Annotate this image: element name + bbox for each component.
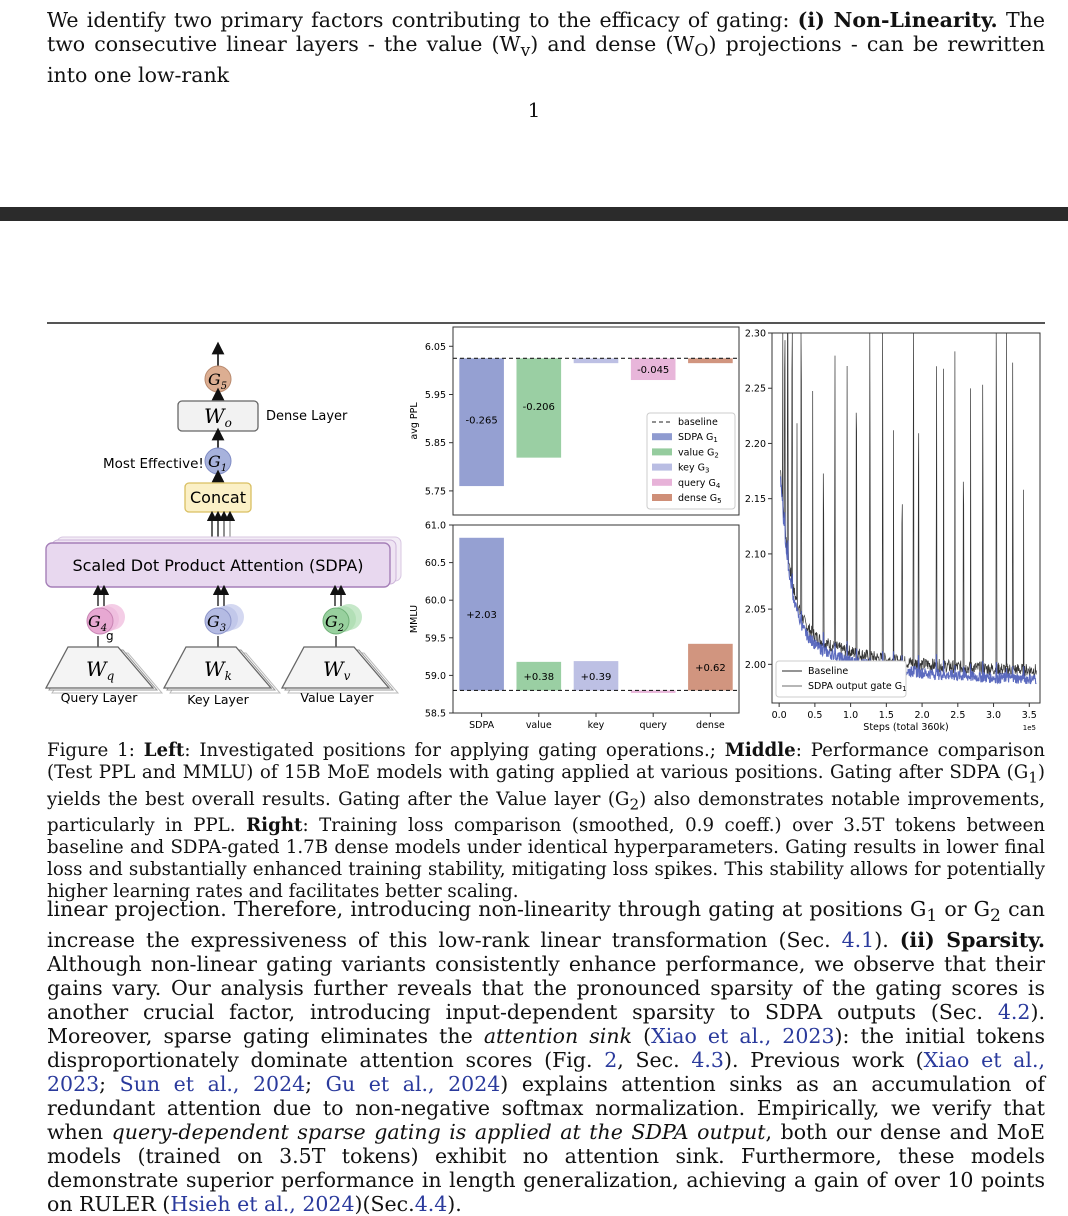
y-tick-label: 5.85 bbox=[424, 438, 446, 450]
y-tick-label: 60.5 bbox=[424, 558, 446, 570]
y-tick-label: 59.5 bbox=[424, 633, 446, 645]
caption-text: : Performance comparison (Test PPL and MMLU) of 15B MoE models with gating applied at various positions. Gating after SDPA (G bbox=[47, 740, 1046, 783]
subscript: 1 bbox=[926, 906, 938, 927]
bar-key bbox=[574, 358, 619, 363]
italic-term: attention sink bbox=[483, 1024, 632, 1049]
legend-swatch bbox=[652, 448, 672, 455]
citation-link[interactable]: Xiao et al., 2023 bbox=[47, 1048, 1045, 1097]
body-text: ). Previous work ( bbox=[723, 1048, 924, 1073]
caption-left-label: Left bbox=[143, 740, 185, 761]
bar-dense bbox=[688, 358, 733, 363]
y-tick-label: 2.20 bbox=[744, 438, 766, 450]
concat-label: Concat bbox=[190, 488, 246, 507]
dense-layer-label: Dense Layer bbox=[266, 409, 348, 424]
wv-label: $W_v$ bbox=[323, 657, 351, 683]
body-text: ; bbox=[305, 1072, 326, 1097]
body-text: ): the initial tokens disproportionately dominate attention scores (Fig. bbox=[47, 1024, 1046, 1073]
y-tick-label: 5.95 bbox=[424, 389, 446, 401]
data-label: +0.39 bbox=[580, 671, 612, 683]
wo-label: $W_o$ bbox=[204, 404, 232, 430]
legend-swatch bbox=[652, 494, 672, 501]
x-tick-label: 0.0 bbox=[771, 710, 787, 721]
body-text: ( bbox=[632, 1024, 652, 1049]
intro-text: ) and dense (W bbox=[530, 32, 695, 56]
section-link[interactable]: 4.3 bbox=[691, 1048, 724, 1073]
page-number: 1 bbox=[527, 98, 541, 122]
legend-swatch bbox=[652, 479, 672, 486]
x-tick-label: 2.5 bbox=[950, 710, 966, 721]
y-tick-label: 2.25 bbox=[744, 383, 766, 395]
g-small-label: g bbox=[106, 629, 114, 643]
middle-bar-charts bbox=[405, 325, 745, 735]
y-tick-label: 59.0 bbox=[424, 670, 446, 682]
data-label: +2.03 bbox=[466, 610, 497, 622]
legend-label: SDPA output gate $G_1$ bbox=[808, 681, 907, 693]
figure-label: Figure 1: bbox=[47, 740, 135, 761]
x-tick-label: SDPA bbox=[469, 720, 495, 731]
citation-link[interactable]: Gu et al., 2024 bbox=[325, 1072, 501, 1097]
y-tick-label: 2.10 bbox=[744, 549, 766, 561]
data-label: -0.265 bbox=[465, 415, 498, 427]
g1-label: $G_1$ bbox=[208, 452, 228, 474]
intro-paragraph bbox=[47, 8, 1045, 87]
sdpa-label: Scaled Dot Product Attention (SDPA) bbox=[72, 556, 364, 575]
body-text: linear projection. Therefore, introducing non-linearity through gating at positions G bbox=[47, 897, 927, 921]
x-axis-label: Steps (total 360k) bbox=[863, 722, 949, 733]
y-tick-label: 2.05 bbox=[744, 604, 766, 616]
caption-text: ) yields the best overall results. Gating after the Value layer (G bbox=[47, 762, 1045, 810]
y-axis-label: MMLU bbox=[409, 604, 420, 634]
legend-label: Baseline bbox=[808, 666, 849, 677]
body-text: Although non-linear gating variants consistently enhance performance, we observe that their gains vary. Our analysis further reveals that the pronounced sparsity of the gating scores is another crucial factor, introducing input-dependent sparsity to SDPA outputs (Sec. bbox=[47, 952, 1045, 1025]
subscript: 2 bbox=[990, 906, 1001, 927]
body-text: , Sec. bbox=[617, 1048, 692, 1073]
body-text: ). bbox=[447, 1192, 462, 1216]
g5-label: $G_5$ bbox=[208, 370, 228, 392]
legend-swatch bbox=[652, 464, 672, 471]
citation-link[interactable]: Hsieh et al., 2024 bbox=[170, 1192, 355, 1216]
body-text: or G bbox=[937, 897, 991, 921]
legend-label: dense $G_5$ bbox=[678, 493, 722, 505]
y-axis-label: avg PPL bbox=[409, 402, 420, 440]
x-tick-label: query bbox=[639, 720, 667, 731]
most-effective-label: Most Effective! bbox=[103, 456, 204, 472]
data-label: -0.206 bbox=[522, 401, 555, 413]
y-tick-label: 58.5 bbox=[424, 708, 446, 720]
query-layer-label: Query Layer bbox=[60, 690, 138, 705]
body-text: can increase the expressiveness of this low-rank linear transformation (Sec. bbox=[47, 897, 1045, 953]
loss-line-chart bbox=[740, 325, 1050, 735]
body-text: , both our dense and MoE models (trained on 3.5T tokens) exhibit no attention sink. Furthermore, these models demonstrate superior performance in length generalization, achieving a gain of over 10 points on RULER ( bbox=[47, 1120, 1045, 1216]
y-tick-label: 2.00 bbox=[744, 659, 766, 671]
section-link[interactable]: 4.4 bbox=[414, 1192, 448, 1216]
intro-text: The two consecutive linear layers - the value (W bbox=[47, 8, 1045, 56]
body-paragraph bbox=[47, 897, 1045, 1216]
x-tick-label: 1.0 bbox=[843, 710, 859, 721]
caption-right-label: Right bbox=[246, 815, 303, 837]
y-tick-label: 2.30 bbox=[744, 328, 766, 340]
key-layer-label: Key Layer bbox=[187, 692, 249, 707]
subscript: v bbox=[520, 41, 531, 62]
legend-label: query $G_4$ bbox=[678, 477, 721, 490]
gating-diagram bbox=[40, 340, 415, 720]
sparsity-label: (ii) Sparsity. bbox=[899, 928, 1045, 953]
value-layer-label: Value Layer bbox=[300, 690, 374, 705]
body-text: ; bbox=[99, 1072, 120, 1097]
caption-text: : Training loss comparison (smoothed, 0.9 coeff.) over 3.5T tokens between baseline and SDPA-gated 1.7B dense models under identical hyperparameters. Gating results in lower final loss and substantially enhanced training stability, mitigating loss spikes. This stability allows for potentially higher learning rates and facilitates better scaling. bbox=[47, 815, 1045, 903]
y-tick-label: 60.0 bbox=[424, 595, 446, 607]
caption-text: ) also demonstrates notable improvements, particularly in PPL. bbox=[47, 788, 1046, 837]
non-linearity-label: (i) Non-Linearity. bbox=[797, 8, 998, 32]
legend-label: baseline bbox=[678, 417, 718, 428]
y-tick-label: 5.75 bbox=[424, 486, 446, 498]
data-label: +0.38 bbox=[523, 672, 555, 684]
subscript: 2 bbox=[629, 795, 640, 814]
page-separator-bar bbox=[0, 207, 1068, 221]
italic-term: query-dependent sparse gating is applied at the SDPA output bbox=[111, 1120, 766, 1145]
g4-label: $G_4$ bbox=[88, 612, 108, 634]
y-tick-label: 2.15 bbox=[744, 494, 766, 506]
citation-link[interactable]: Xiao et al., 2023 bbox=[651, 1024, 835, 1049]
figure-top-rule bbox=[47, 322, 1045, 324]
x-tick-label: 2.0 bbox=[914, 710, 930, 721]
caption-text: : Investigated positions for applying gating operations.; bbox=[184, 740, 716, 761]
x-tick-label: value bbox=[525, 720, 552, 731]
caption-middle-label: Middle bbox=[724, 740, 796, 761]
x-tick-label: 3.0 bbox=[985, 710, 1002, 721]
legend-label: SDPA $G_1$ bbox=[678, 432, 718, 445]
y-tick-label: 61.0 bbox=[424, 520, 446, 532]
section-link[interactable]: 4.1 bbox=[841, 928, 875, 953]
legend-swatch bbox=[652, 433, 672, 440]
x-tick-label: 0.5 bbox=[807, 710, 823, 721]
legend-label: key $G_3$ bbox=[678, 462, 710, 475]
subscript: O bbox=[694, 41, 709, 62]
section-link[interactable]: 4.2 bbox=[997, 1000, 1031, 1025]
data-label: -0.045 bbox=[637, 365, 670, 377]
citation-link[interactable]: Sun et al., 2024 bbox=[119, 1072, 306, 1097]
body-text: ) explains attention sinks as an accumulation of redundant attention due to non-negative softmax normalization. Empirically, we verify that when bbox=[47, 1072, 1045, 1145]
legend-label: value $G_2$ bbox=[678, 447, 719, 460]
x-scale-note: 1e5 bbox=[1022, 724, 1036, 732]
intro-text: We identify two primary factors contributing to the efficacy of gating: bbox=[47, 8, 790, 32]
wk-label: $W_k$ bbox=[204, 657, 232, 683]
body-text: ). bbox=[874, 928, 889, 953]
x-tick-label: 3.5 bbox=[1021, 710, 1037, 721]
figure-caption bbox=[47, 740, 1045, 903]
data-label: +0.62 bbox=[695, 663, 726, 675]
x-tick-label: key bbox=[587, 720, 605, 731]
y-tick-label: 6.05 bbox=[424, 341, 446, 353]
subscript: 1 bbox=[1028, 768, 1038, 787]
g3-label: $G_3$ bbox=[207, 612, 227, 634]
wq-label: $W_q$ bbox=[86, 657, 115, 683]
body-text: ). Moreover, sparse gating eliminates the bbox=[47, 1000, 1045, 1049]
body-text: )(Sec. bbox=[354, 1192, 415, 1216]
intro-text: ) projections - can be rewritten into one low-rank bbox=[47, 32, 1046, 88]
figure-link[interactable]: 2 bbox=[604, 1048, 618, 1073]
g2-label: $G_2$ bbox=[325, 612, 345, 634]
x-tick-label: dense bbox=[696, 720, 725, 731]
x-tick-label: 1.5 bbox=[878, 710, 894, 721]
